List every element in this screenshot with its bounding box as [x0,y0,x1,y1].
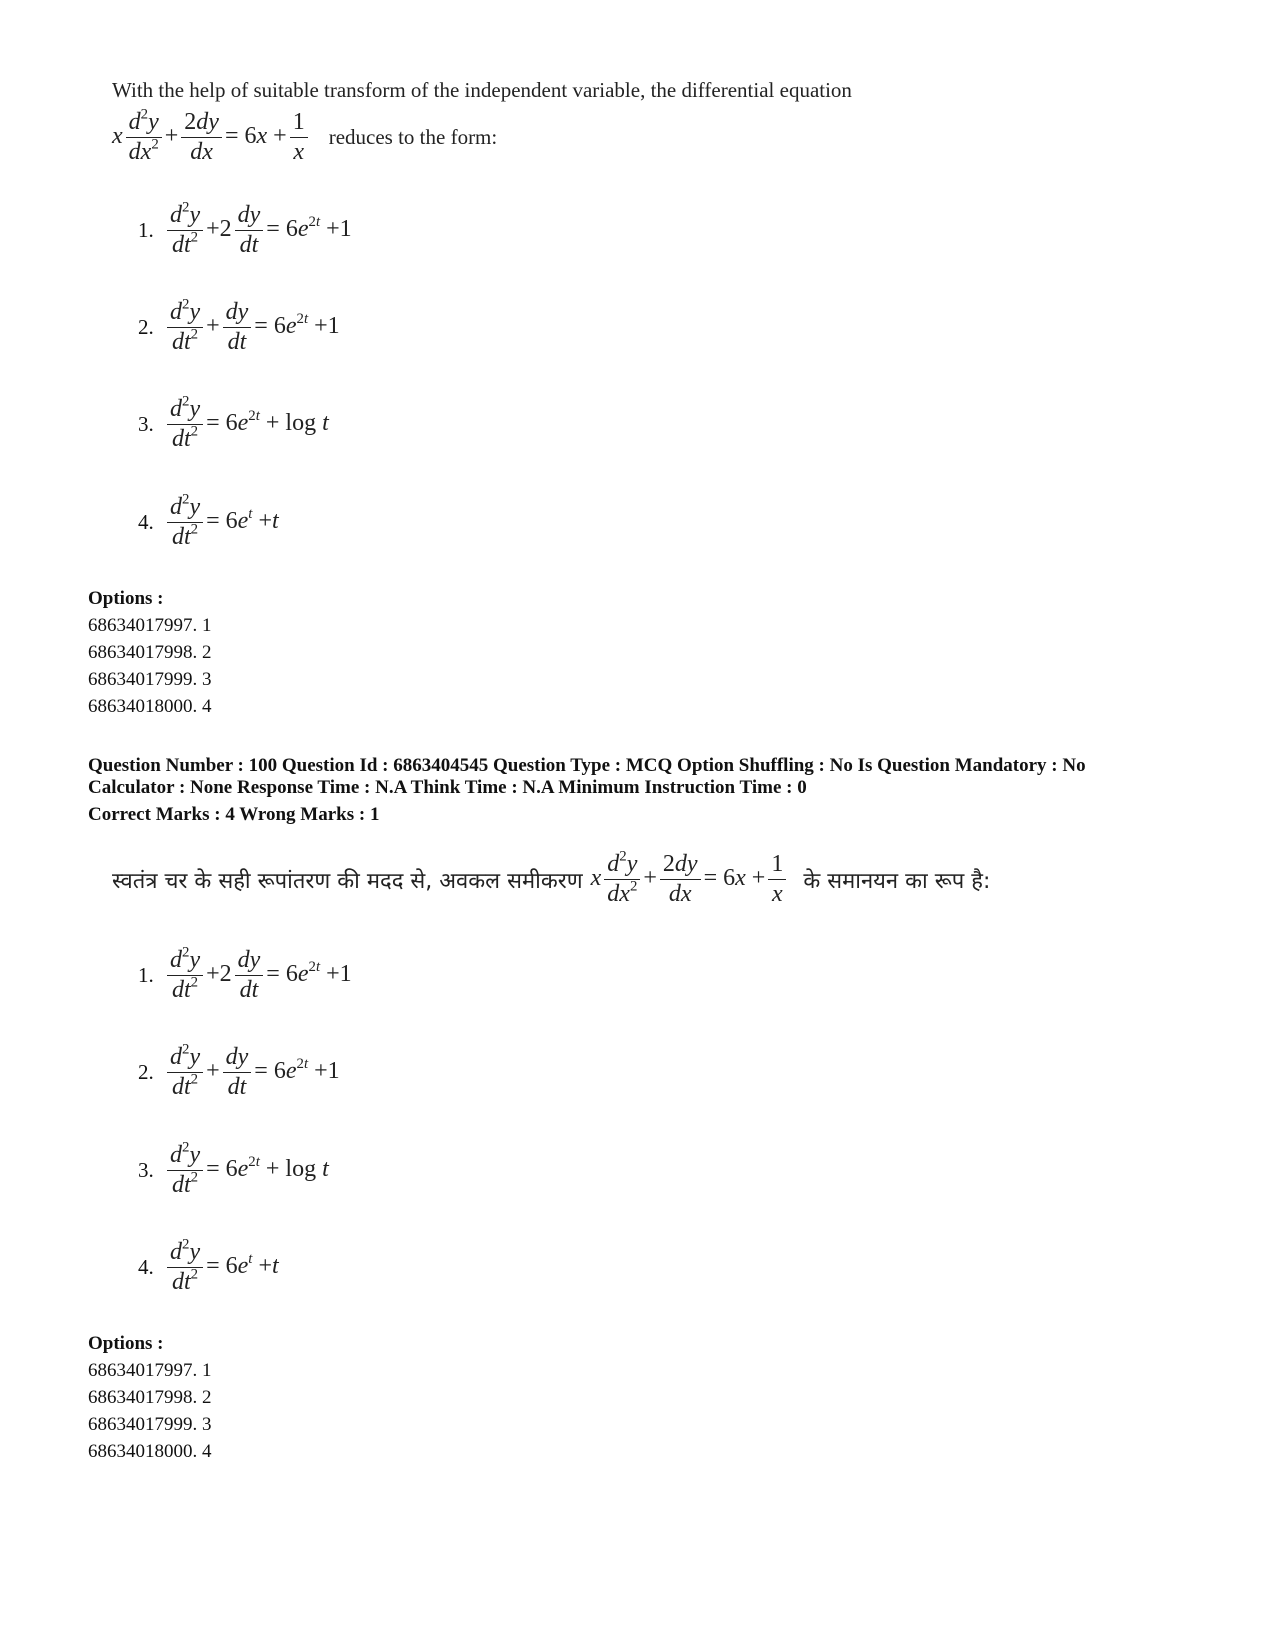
choice-number: 1. [138,963,154,988]
choice-equation: $\frac{d^2y}{dt^2}$ = $6e^t +t$ [164,1240,279,1295]
choice-2 [138,296,340,356]
choice-equation: $\frac{d^2y}{dt^2}$ + $\frac{dy}{dt}$ = $6e^{2t} +1$ [164,300,340,355]
option-id: 68634017999. 3 [88,1414,212,1435]
choice-1 [138,199,352,259]
choice-3 [138,393,329,453]
option-id: 68634018000. 4 [88,1441,212,1462]
hindi-tail-text: के समानयन का रूप है: [803,868,991,894]
choice-equation: $\frac{d^2y}{dt^2}$ = $6e^{2t} + \log t$ [164,1143,329,1198]
choice-4 [138,1236,279,1296]
choice-equation: $\frac{d^2y}{dt^2}$ = $6e^{2t} + \log t$ [164,397,329,452]
choice-1 [138,944,352,1004]
choice-number: 2. [138,1060,154,1085]
question-equation: x $\frac{d^2y}{dx^2}$ + $\frac{2dy}{dx}$ = 6x + $\frac{1}{x}$ [112,110,311,165]
choice-number: 3. [138,412,154,437]
question-equation-row [112,106,498,166]
question-tail-text: reduces to the form: [328,125,498,150]
question-meta-line-1: Question Number : 100 Question Id : 6863404545 Question Type : MCQ Option Shuffling : No Is Question Mandatory : No [88,755,1086,776]
choice-number: 2. [138,315,154,340]
option-id: 68634017999. 3 [88,669,212,690]
choice-number: 4. [138,1255,154,1280]
choice-number: 3. [138,1158,154,1183]
hindi-question-equation: x $\frac{d^2y}{dx^2}$ + $\frac{2dy}{dx}$ = 6x + $\frac{1}{x}$ [591,852,790,907]
option-id: 68634017997. 1 [88,1360,212,1381]
choice-4 [138,491,279,551]
question-marks-line: Correct Marks : 4 Wrong Marks : 1 [88,804,380,825]
option-id: 68634017998. 2 [88,642,212,663]
options-label: Options : [88,1333,164,1354]
hindi-question-row [112,848,991,908]
option-id: 68634017997. 1 [88,615,212,636]
choice-equation: $\frac{d^2y}{dt^2}$ = $6e^t +t$ [164,495,279,550]
choice-3 [138,1139,329,1199]
question-intro-text: With the help of suitable transform of the independent variable, the differential equation [112,78,852,102]
option-id: 68634018000. 4 [88,696,212,717]
choice-equation: $\frac{d^2y}{dt^2}$ +2 $\frac{dy}{dt}$ = $6e^{2t} +1$ [164,948,352,1003]
choice-equation: $\frac{d^2y}{dt^2}$ +2 $\frac{dy}{dt}$ = $6e^{2t} +1$ [164,203,352,258]
choice-equation: $\frac{d^2y}{dt^2}$ + $\frac{dy}{dt}$ = $6e^{2t} +1$ [164,1045,340,1100]
choice-number: 1. [138,218,154,243]
choice-number: 4. [138,510,154,535]
options-list [88,1357,212,1465]
option-id: 68634017998. 2 [88,1387,212,1408]
question-meta-line-2: Calculator : None Response Time : N.A Think Time : N.A Minimum Instruction Time : 0 [88,777,807,798]
options-label: Options : [88,588,164,609]
hindi-intro-text: स्वतंत्र चर के सही रूपांतरण की मदद से, अवकल समीकरण [112,868,583,894]
options-list [88,612,212,720]
choice-2 [138,1041,340,1101]
